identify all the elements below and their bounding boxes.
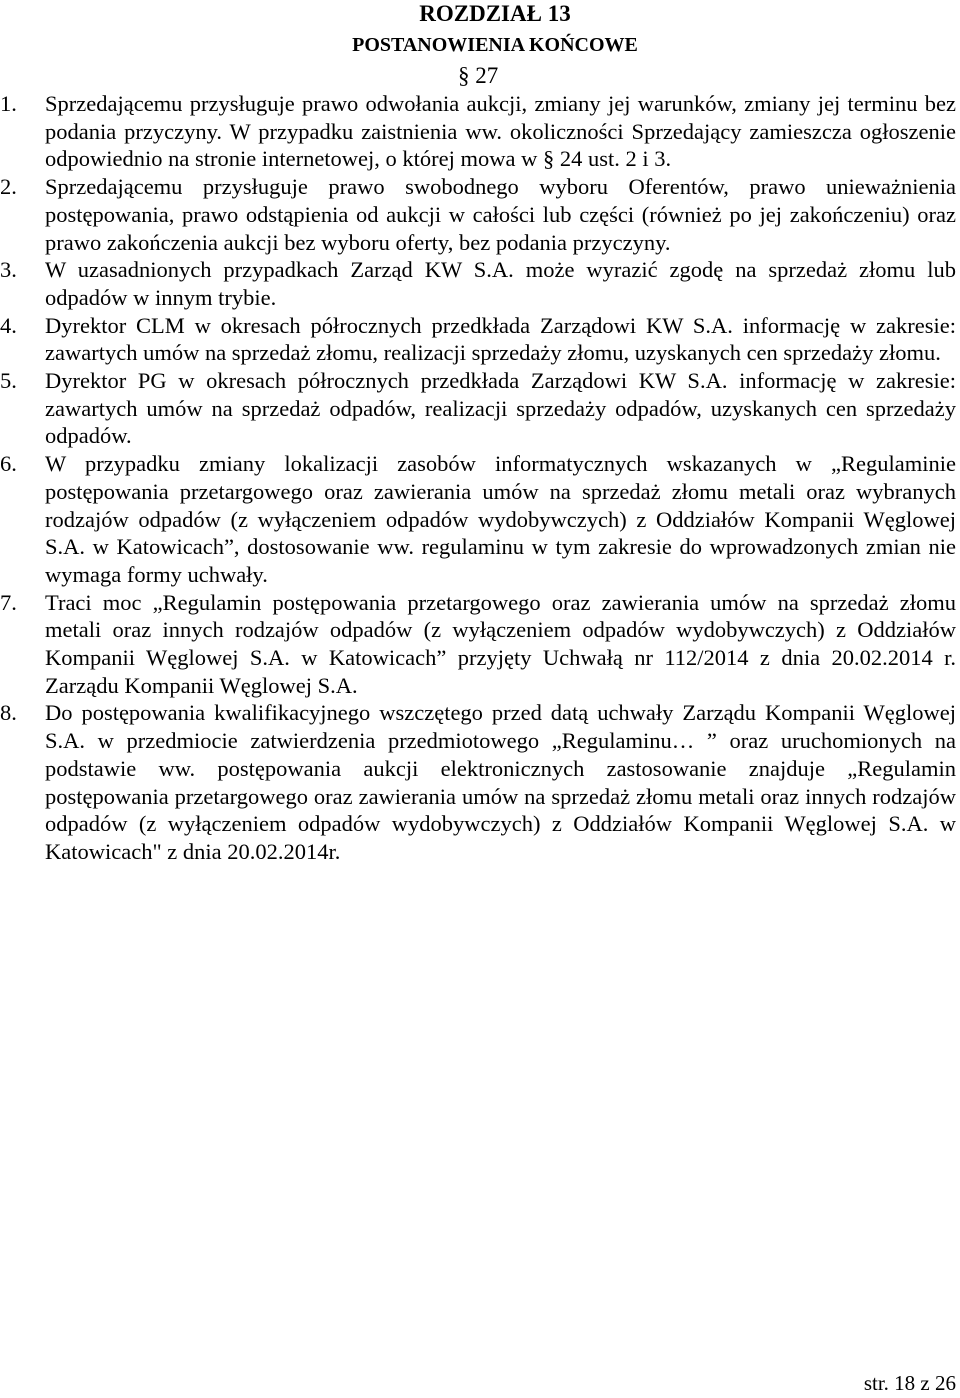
item-text: Sprzedającemu przysługuje prawo swobodnego wyboru Oferentów, prawo unieważnienia postępowania, prawo odstąpienia od aukcji w całości lub części (również po jej zakończeniu) oraz prawo zakończenia aukcji bez wyboru oferty, bez podania przyczyny.	[45, 174, 956, 255]
list-item	[0, 312, 960, 367]
page-number: str. 18 z 26	[863, 1371, 956, 1395]
item-text: Do postępowania kwalifikacyjnego wszczętego przed datą uchwały Zarządu Kompanii Węglowej S.A. w przedmiocie zatwierdzenia przedmiotowego „Regulaminu… ” oraz uruchomionych na podstawie ww. postępowania aukcji elektronicznych zastosowanie znajduje „Regulamin postępowania przetargowego oraz zawierania umów na sprzedaż złomu metali oraz innych rodzajów odpadów (z wyłączeniem odpadów wydobywczych) z Oddziałów Kompanii Węglowej S.A. w Katowicach" z dnia 20.02.2014r.	[45, 700, 956, 864]
chapter-subtitle: POSTANOWIENIA KOŃCOWE	[352, 34, 638, 56]
list-item	[0, 256, 960, 311]
item-number: 1.	[0, 91, 17, 116]
item-text: W przypadku zmiany lokalizacji zasobów informatycznych wskazanych w „Regulaminie postępowania przetargowego oraz zawierania umów na sprzedaż złomu metali oraz wybranych rodzajów odpadów (z wyłączeniem odpadów wydobywczych) z Oddziałów Kompanii Węglowej S.A. w Katowicach”, dostosowanie ww. regulaminu w tym zakresie do wprowadzonych zmian nie wymaga formy uchwały.	[45, 451, 956, 587]
item-text: Traci moc „Regulamin postępowania przetargowego oraz zawierania umów na sprzedaż złomu metali oraz innych rodzajów odpadów (z wyłączeniem odpadów wydobywczych) z Oddziałów Kompanii Węglowej S.A. w Katowicach” przyjęty Uchwałą nr 112/2014 z dnia 20.02.2014 r. Zarządu Kompanii Węglowej S.A.	[45, 589, 956, 698]
provisions-list	[0, 90, 960, 866]
item-text: Dyrektor CLM w okresach półrocznych przedkłada Zarządowi KW S.A. informację w zakresie: zawartych umów na sprzedaż złomu, realizacji sprzedaży złomu, uzyskanych cen sprzedaży złomu.	[45, 312, 956, 366]
list-item	[0, 699, 960, 865]
item-text: Dyrektor PG w okresach półrocznych przedkłada Zarządowi KW S.A. informację w zakresie: zawartych umów na sprzedaż odpadów, realizacji sprzedaży odpadów, uzyskanych cen sprzedaży odpadów.	[45, 368, 956, 449]
list-item	[0, 589, 960, 700]
item-number: 7.	[0, 589, 17, 615]
list-item	[0, 90, 960, 173]
chapter-heading	[0, 0, 960, 59]
list-item	[0, 450, 960, 589]
section-number: § 27	[458, 63, 499, 88]
item-number: 3.	[0, 257, 17, 283]
item-number: 4.	[0, 312, 17, 338]
item-number: 6.	[0, 451, 17, 477]
item-text: W uzasadnionych przypadkach Zarząd KW S.A. może wyrazić zgodę na sprzedaż złomu lub odpadów w innym trybie.	[45, 257, 956, 310]
item-number: 8.	[0, 700, 17, 726]
item-number: 2.	[0, 174, 17, 200]
list-item	[0, 367, 960, 450]
chapter-title: ROZDZIAŁ 13	[419, 1, 571, 26]
item-text: Sprzedającemu przysługuje prawo odwołania aukcji, zmiany jej warunków, zmiany jej terminu bez podania przyczyny. W przypadku zaistnienia ww. okoliczności Sprzedający zamieszcza ogłoszenie odpowiednio na stronie internetowej, o której mowa w § 24 ust. 2 i 3.	[45, 91, 956, 172]
list-item	[0, 173, 960, 256]
item-number: 5.	[0, 368, 17, 394]
